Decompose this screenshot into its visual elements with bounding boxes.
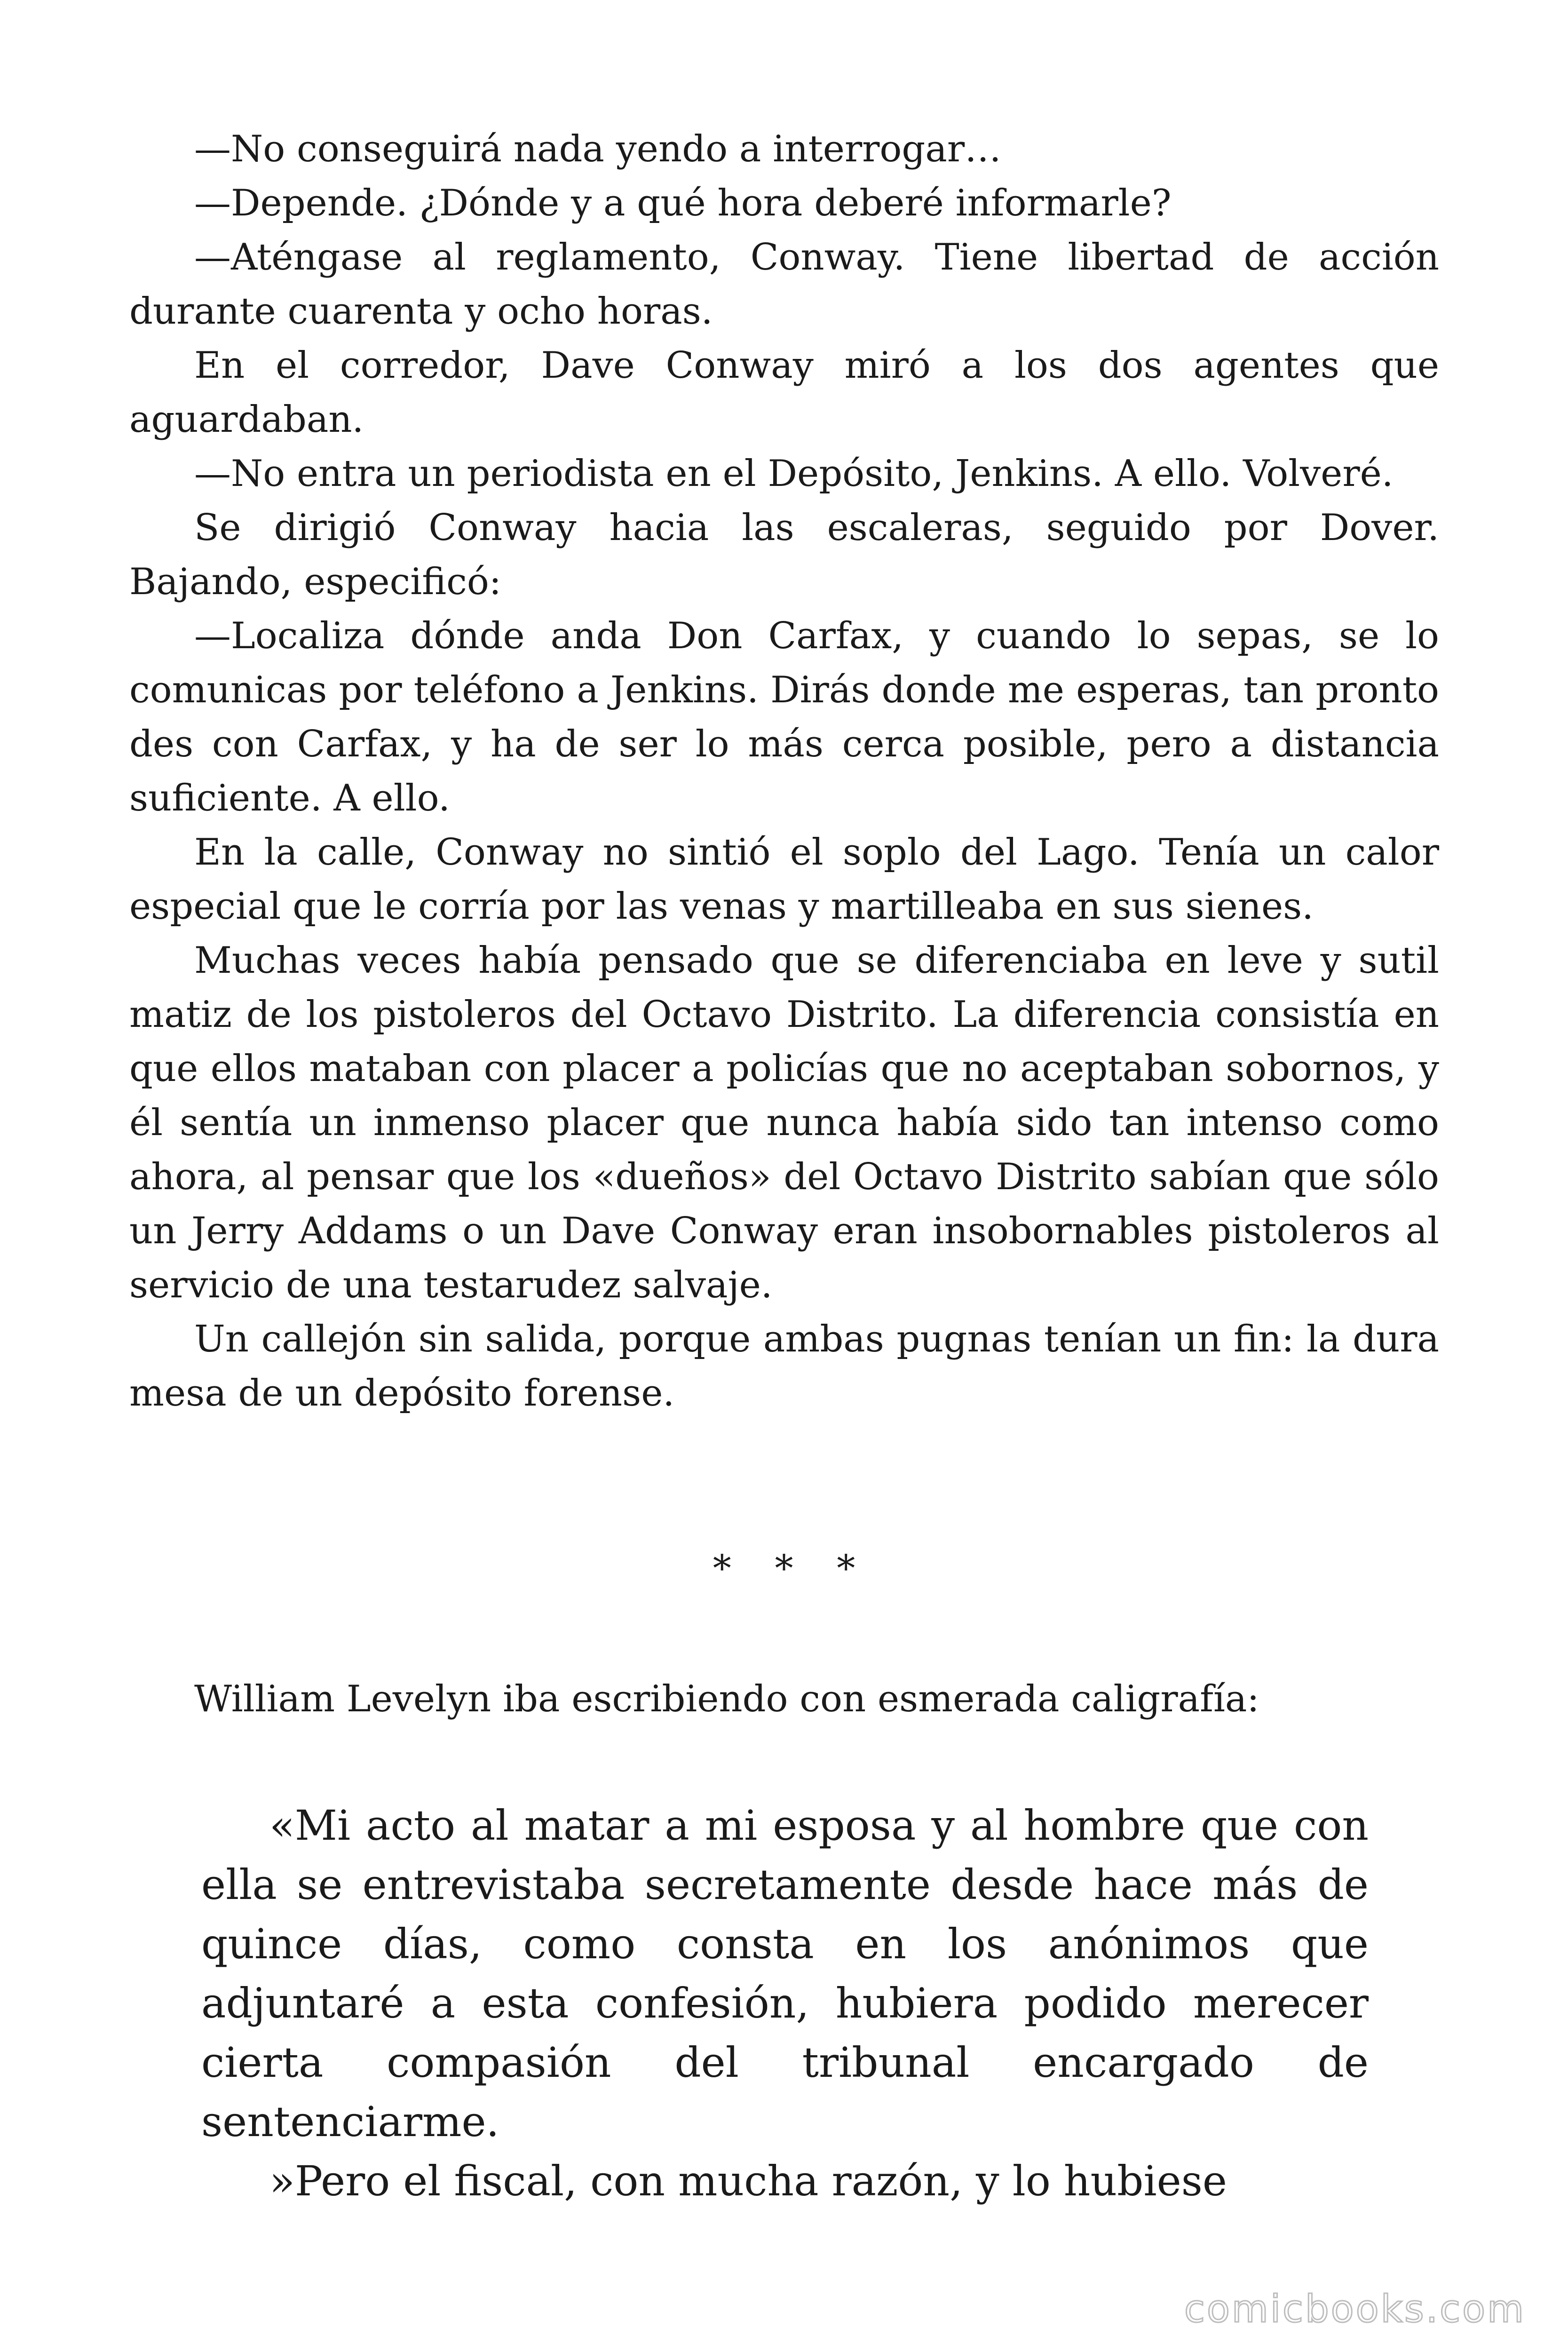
letter-excerpt (201, 1796, 1369, 2211)
intro-line: William Levelyn iba escribiendo con esmerada caligrafía: (194, 1678, 1259, 1720)
letter-paragraph: »Pero el fiscal, con mucha razón, y lo hubiese (269, 2157, 1227, 2205)
watermark-logo: comicbooks.com (1184, 2287, 1526, 2331)
paragraph: En el corredor, Dave Conway miró a los dos agentes que aguardaban. (129, 344, 1439, 441)
paragraph: Un callejón sin salida, porque ambas pugnas tenían un fin: la dura mesa de un depósito forense. (129, 1318, 1439, 1414)
letter-paragraph: «Mi acto al matar a mi esposa y al hombre que con ella se entrevistaba secretamente desde hace más de quince días, como consta en los anónimos que adjuntaré a esta confesión, hubiera podido merecer cierta compasión del tribunal encargado de sentenciarme. (201, 1801, 1369, 2146)
paragraph: Muchas veces había pensado que se diferenciaba en leve y sutil matiz de los pistoleros del Octavo Distrito. La diferencia consistía en que ellos mataban con placer a policías que no aceptaban sobornos, y él sentía un inmenso placer que nunca había sido tan intenso como ahora, al pensar que los «dueños» del Octavo Distrito sabían que sólo un Jerry Addams o un Dave Conway eran insobornables pistoleros al servicio de una testarudez salvaje. (129, 939, 1439, 1306)
paragraph: En la calle, Conway no sintió el soplo del Lago. Tenía un calor especial que le corría por las venas y martilleaba en sus sienes. (129, 831, 1439, 928)
paragraph: —No conseguirá nada yendo a interrogar… (194, 128, 1002, 170)
paragraph: —Localiza dónde anda Don Carfax, y cuando lo sepas, se lo comunicas por teléfono a Jenkins. Dirás donde me esperas, tan pronto des con Carfax, y ha de ser lo más cerca posible, pero a distancia suficiente. A ello. (129, 615, 1439, 819)
separator-asterisks: * * * (713, 1548, 871, 1590)
paragraph: —No entra un periodista en el Depósito, Jenkins. A ello. Volveré. (194, 453, 1394, 495)
paragraph: —Depende. ¿Dónde y a qué hora deberé informarle? (194, 182, 1172, 224)
section-separator (0, 1545, 1568, 1592)
paragraph: Se dirigió Conway hacia las escaleras, seguido por Dover. Bajando, especificó: (129, 507, 1439, 603)
body-text (129, 122, 1439, 1421)
paragraph: —Aténgase al reglamento, Conway. Tiene libertad de acción durante cuarenta y ocho horas. (129, 236, 1439, 333)
